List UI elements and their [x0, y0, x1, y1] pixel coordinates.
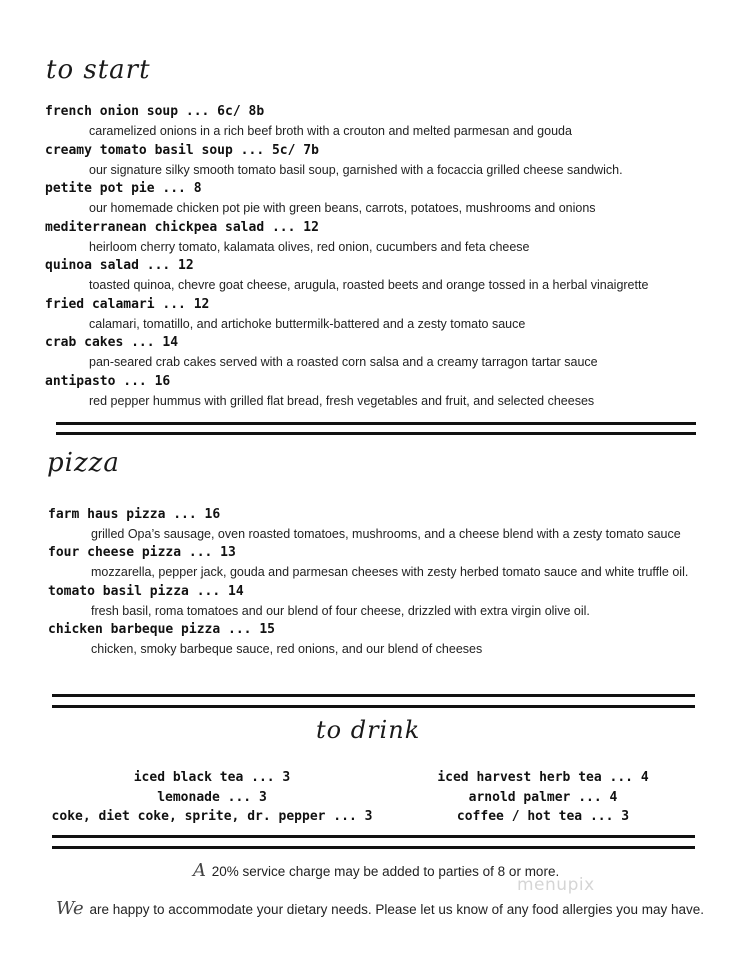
item-name: french onion soup ... 6c/ 8b: [45, 104, 265, 119]
item-description: pan-seared crab cakes served with a roasted corn salsa and a creamy tarragon tartar sauce: [89, 355, 598, 369]
item-name: crab cakes ... 14: [45, 335, 179, 350]
menu-item: [0, 507, 750, 545]
item-description: chicken, smoky barbeque sauce, red onions, and our blend of cheeses: [91, 642, 483, 656]
menu-item: [0, 104, 750, 142]
item-description: caramelized onions in a rich beef broth with a crouton and melted parmesan and gouda: [89, 124, 572, 138]
item-name: creamy tomato basil soup ... 5c/ 7b: [45, 143, 319, 158]
item-name: chicken barbeque pizza ... 15: [48, 622, 275, 637]
section-title-pizza: pizza: [47, 448, 120, 478]
item-name: quinoa salad ... 12: [45, 258, 194, 273]
item-name: mediterranean chickpea salad ... 12: [45, 220, 319, 235]
item-description: heirloom cherry tomato, kalamata olives, red onion, cucumbers and feta cheese: [89, 240, 530, 254]
menu-item: [0, 584, 750, 622]
menupix-watermark: menupix: [517, 875, 595, 895]
item-name: farm haus pizza ... 16: [48, 507, 221, 522]
decorative-capital: A: [193, 860, 206, 881]
menu-item: [0, 220, 750, 258]
service-charge-note: [193, 860, 559, 881]
item-description: calamari, tomatillo, and artichoke buttermilk-battered and a zesty tomato sauce: [89, 317, 526, 331]
section-divider-line: [52, 835, 695, 838]
drink-item: iced harvest herb tea ... 4: [437, 770, 649, 785]
drink-item: iced black tea ... 3: [133, 770, 291, 785]
menu-item: [0, 181, 750, 219]
section-divider-line: [52, 694, 695, 697]
drink-item: coffee / hot tea ... 3: [456, 809, 630, 824]
note-text: 20% service charge may be added to parties of 8 or more.: [211, 864, 560, 879]
item-name: antipasto ... 16: [45, 374, 171, 389]
section-divider-line: [52, 846, 695, 849]
menu-item: [0, 258, 750, 296]
item-description: our homemade chicken pot pie with green beans, carrots, potatoes, mushrooms and onions: [89, 201, 596, 215]
section-divider-line: [56, 422, 696, 425]
item-name: tomato basil pizza ... 14: [48, 584, 244, 599]
item-description: mozzarella, pepper jack, gouda and parmesan cheeses with zesty herbed tomato sauce and white truffle oil.: [91, 565, 689, 579]
section-divider-line: [56, 432, 696, 435]
section-divider-line: [52, 705, 695, 708]
item-description: our signature silky smooth tomato basil soup, garnished with a focaccia grilled cheese sandwich.: [89, 163, 623, 177]
menu-item: [0, 297, 750, 335]
dietary-needs-note: [56, 898, 704, 919]
item-description: fresh basil, roma tomatoes and our blend of four cheese, drizzled with extra virgin olive oil.: [91, 604, 590, 618]
item-name: four cheese pizza ... 13: [48, 545, 236, 560]
item-name: fried calamari ... 12: [45, 297, 210, 312]
item-description: grilled Opa’s sausage, oven roasted tomatoes, mushrooms, and a cheese blend with a zesty tomato sauce: [91, 527, 681, 541]
item-description: toasted quinoa, chevre goat cheese, arugula, roasted beets and orange tossed in a herbal vinaigrette: [89, 278, 649, 292]
menu-item: [0, 374, 750, 412]
drink-item: lemonade ... 3: [157, 789, 267, 805]
item-name: petite pot pie ... 8: [45, 181, 202, 196]
menu-item: [0, 622, 750, 660]
section-title-to-drink: to drink: [316, 716, 421, 744]
drinks-left-column: [42, 768, 382, 827]
decorative-capital: We: [56, 898, 84, 919]
drink-item: coke, diet coke, sprite, dr. pepper ... 3: [51, 809, 373, 824]
menu-item: [0, 335, 750, 373]
drinks-right-column: [373, 768, 713, 827]
note-text: are happy to accommodate your dietary needs. Please let us know of any food allergies you may have.: [89, 902, 705, 917]
section-title-to-start: to start: [46, 55, 151, 85]
menu-item: [0, 545, 750, 583]
drink-item: arnold palmer ... 4: [468, 789, 618, 805]
menu-item: [0, 143, 750, 181]
item-description: red pepper hummus with grilled flat bread, fresh vegetables and fruit, and selected cheeses: [89, 394, 595, 408]
